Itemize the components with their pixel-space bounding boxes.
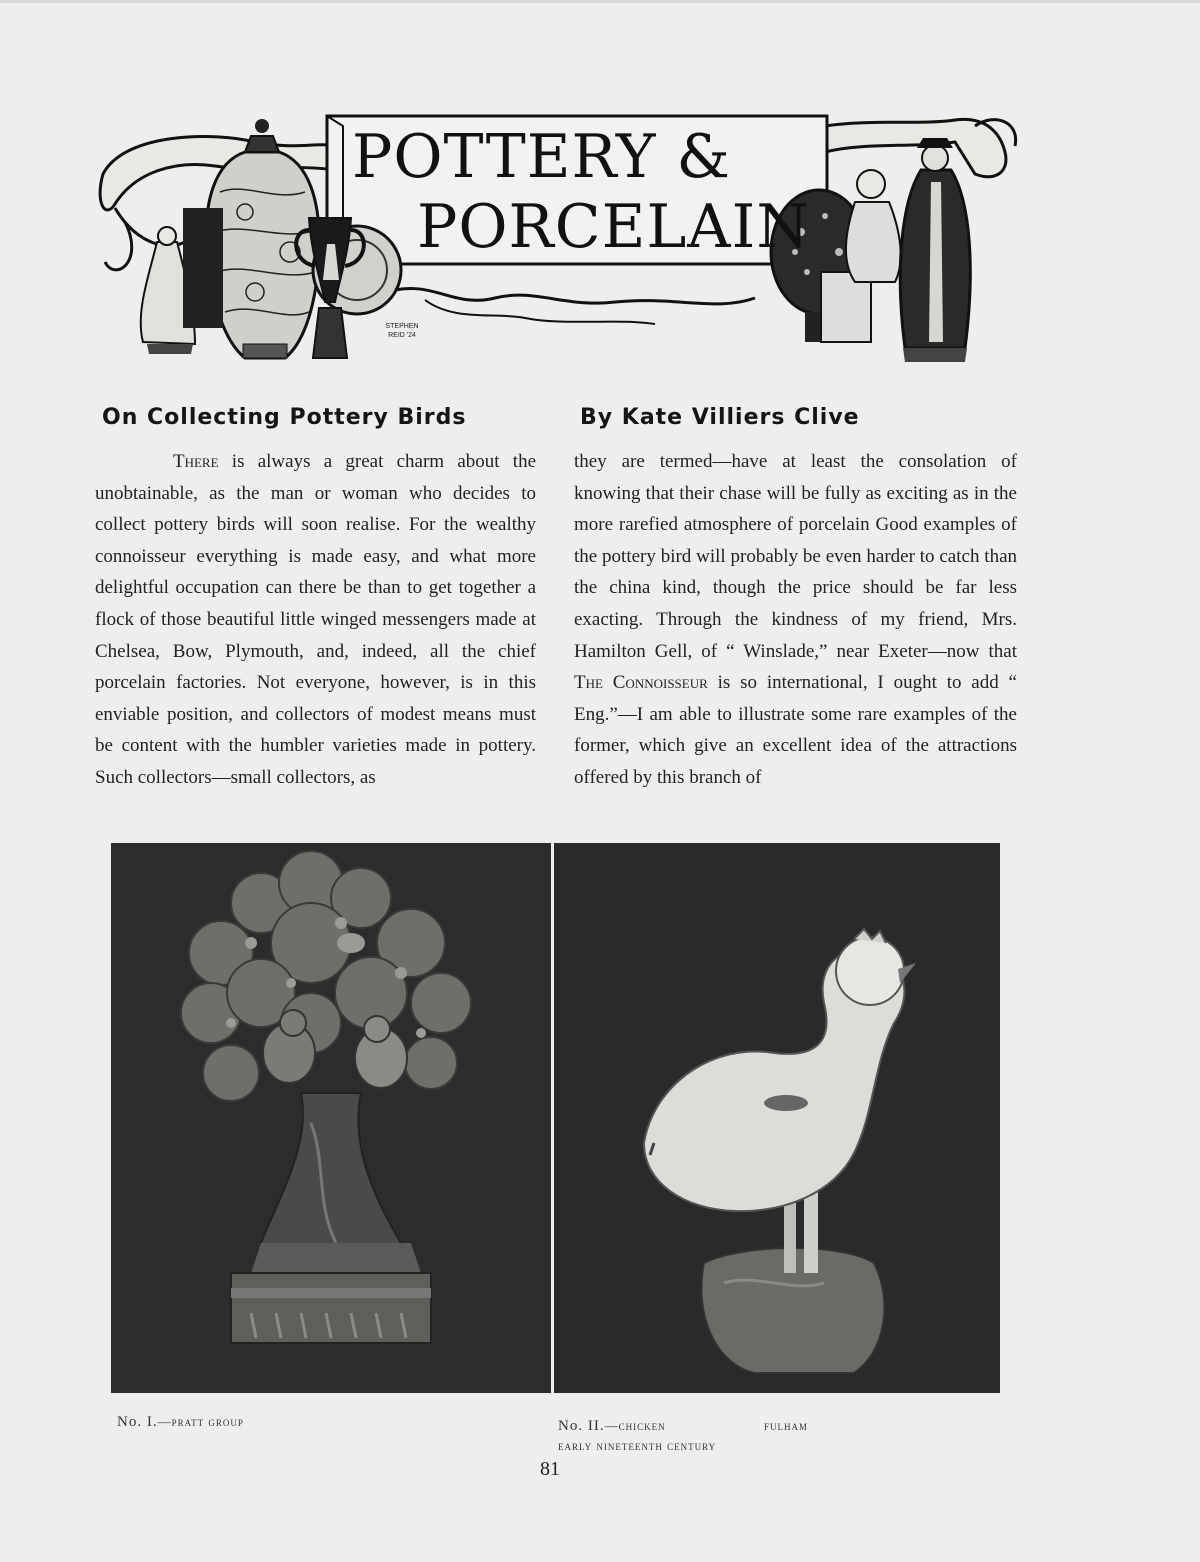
figure-2-caption-number: No. II.	[558, 1418, 605, 1434]
figure-1-caption	[117, 1412, 244, 1432]
header-title-line-2: PORCELAIN	[417, 192, 810, 262]
article-byline: By Kate Villiers Clive	[580, 405, 860, 430]
artist-signature-line-1: STEPHEN	[385, 323, 419, 330]
body-text: is always a great charm about the unobtainable, as the man or woman who decides to collect pottery birds will soon realise. For the wealthy connoisseur everything is made easy, and what more delightful occupation can there be than to get together a flock of those beautiful little winged messengers made at Chelsea, Bow, Plymouth, and, indeed, all the chief porcelain factories. Not everyone, however, is in this enviable position, and collectors of modest means must be content with the humbler varieties made in pottery. Such collectors—small collectors, as	[95, 451, 536, 788]
figure-pratt-group	[111, 843, 551, 1393]
body-text: is so international, I ought to add “ Eng.”—I am able to illustrate some rare examples of the former, which give an excellent idea of the attractions offered by this branch of	[574, 672, 1017, 788]
body-column-right	[574, 446, 1017, 826]
magazine-name: The Connoisseur	[574, 672, 708, 694]
body-paragraph	[95, 446, 536, 794]
figure-2-caption-title: —chicken	[604, 1418, 666, 1433]
header-title-line-1: POTTERY &	[352, 122, 731, 192]
body-text: they are termed—have at least the consolation of knowing that their chase will be fully as exciting as in the more rarefied atmosphere of porcelain Good examples of the pottery bird will probably be even harder to catch than the china kind, though the price should be far less exacting. Through the kindness of my friend, Mrs. Hamilton Gell, of “ Winslade,” near Exeter—now that	[574, 451, 1017, 662]
body-column-left	[95, 446, 536, 826]
figure-1-caption-title: —pratt group	[157, 1414, 244, 1429]
page-top-edge	[0, 0, 1200, 3]
artist-signature	[380, 322, 424, 340]
figure-2-caption-maker: fulham	[764, 1418, 809, 1433]
figure-2-caption	[558, 1416, 666, 1436]
body-paragraph	[574, 446, 1017, 794]
artist-signature-line-2: REID '24	[388, 332, 416, 339]
figure-chicken	[554, 843, 1000, 1393]
article-title: On Collecting Pottery Birds	[102, 405, 467, 430]
page-number: 81	[540, 1458, 560, 1480]
lead-word: There	[173, 451, 219, 472]
figure-2-caption-date: early nineteenth century	[558, 1438, 717, 1453]
figure-1-caption-number: No. I.	[117, 1414, 158, 1430]
